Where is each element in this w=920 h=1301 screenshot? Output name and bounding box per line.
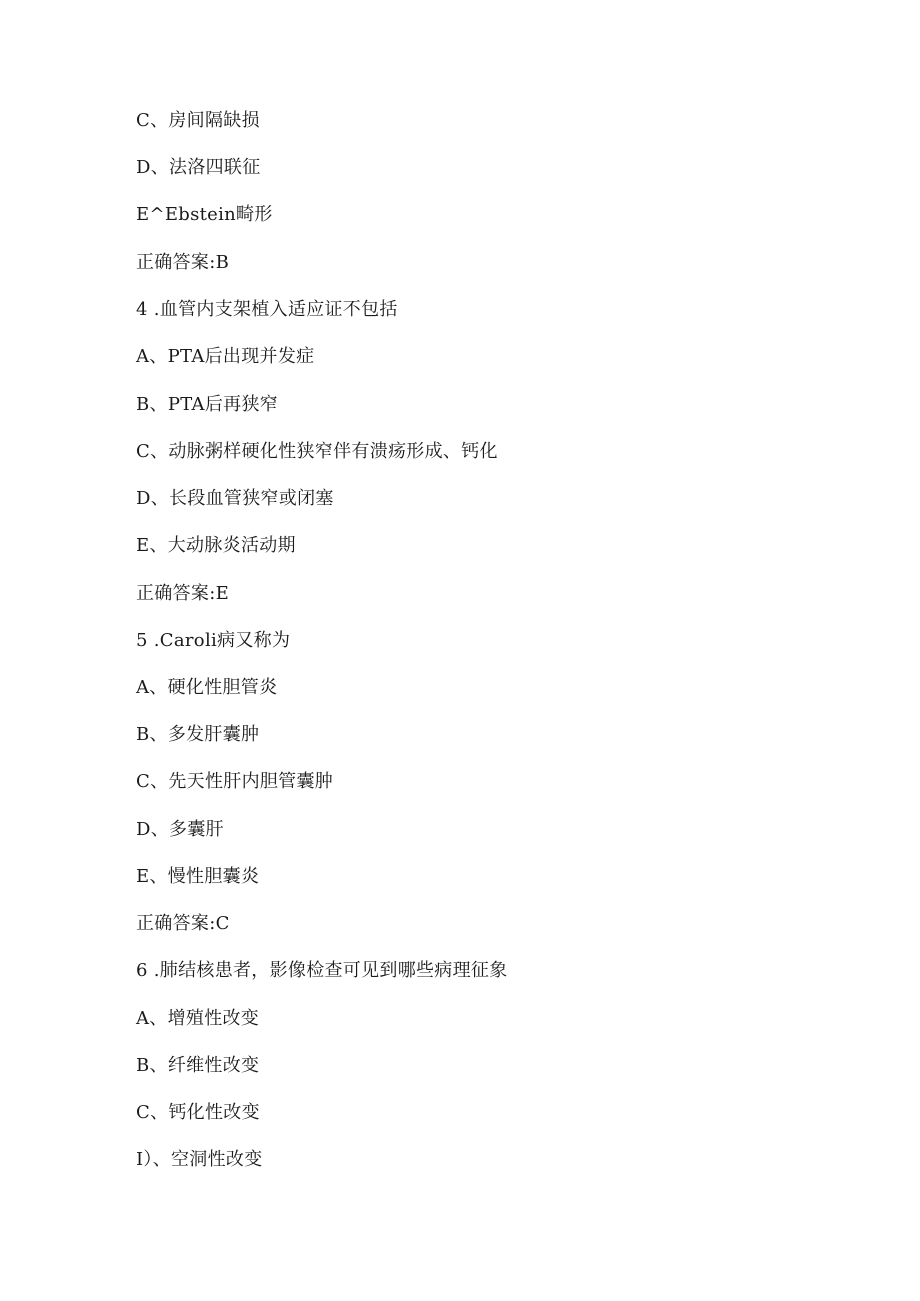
- option-d-q4: D、长段血管狭窄或闭塞: [136, 488, 334, 509]
- answer-q5: 正确答案:C: [136, 913, 230, 934]
- option-c-q6: C、钙化性改变: [136, 1102, 260, 1123]
- answer-q3: 正确答案:B: [136, 252, 230, 273]
- option-a-q4: A、PTA后出现并发症: [136, 346, 315, 367]
- option-d-q6: I）、空洞性改变: [136, 1149, 263, 1170]
- option-b-q6: B、纤维性改变: [136, 1055, 260, 1076]
- option-d-q3: D、法洛四联征: [136, 157, 261, 178]
- option-d-q5: D、多囊肝: [136, 819, 224, 840]
- option-e-q3: E^Ebstein畸形: [136, 204, 273, 225]
- answer-q4: 正确答案:E: [136, 583, 230, 604]
- option-e-q5: E、慢性胆囊炎: [136, 866, 260, 887]
- question-6: 6 .肺结核患者，影像检查可见到哪些病理征象: [136, 960, 508, 981]
- option-c-q4: C、动脉粥样硬化性狭窄伴有溃疡形成、钙化: [136, 441, 498, 462]
- option-c-q5: C、先天性肝内胆管囊肿: [136, 771, 334, 792]
- option-a-q5: A、硬化性胆管炎: [136, 677, 278, 698]
- option-b-q5: B、多发肝囊肿: [136, 724, 260, 745]
- question-5: 5 .Caroli病又称为: [136, 630, 291, 651]
- option-c-q3: C、房间隔缺损: [136, 110, 260, 131]
- option-e-q4: E、大动脉炎活动期: [136, 535, 296, 556]
- option-b-q4: B、PTA后再狭窄: [136, 394, 279, 415]
- question-4: 4 .血管内支架植入适应证不包括: [136, 299, 398, 320]
- option-a-q6: A、增殖性改变: [136, 1008, 260, 1029]
